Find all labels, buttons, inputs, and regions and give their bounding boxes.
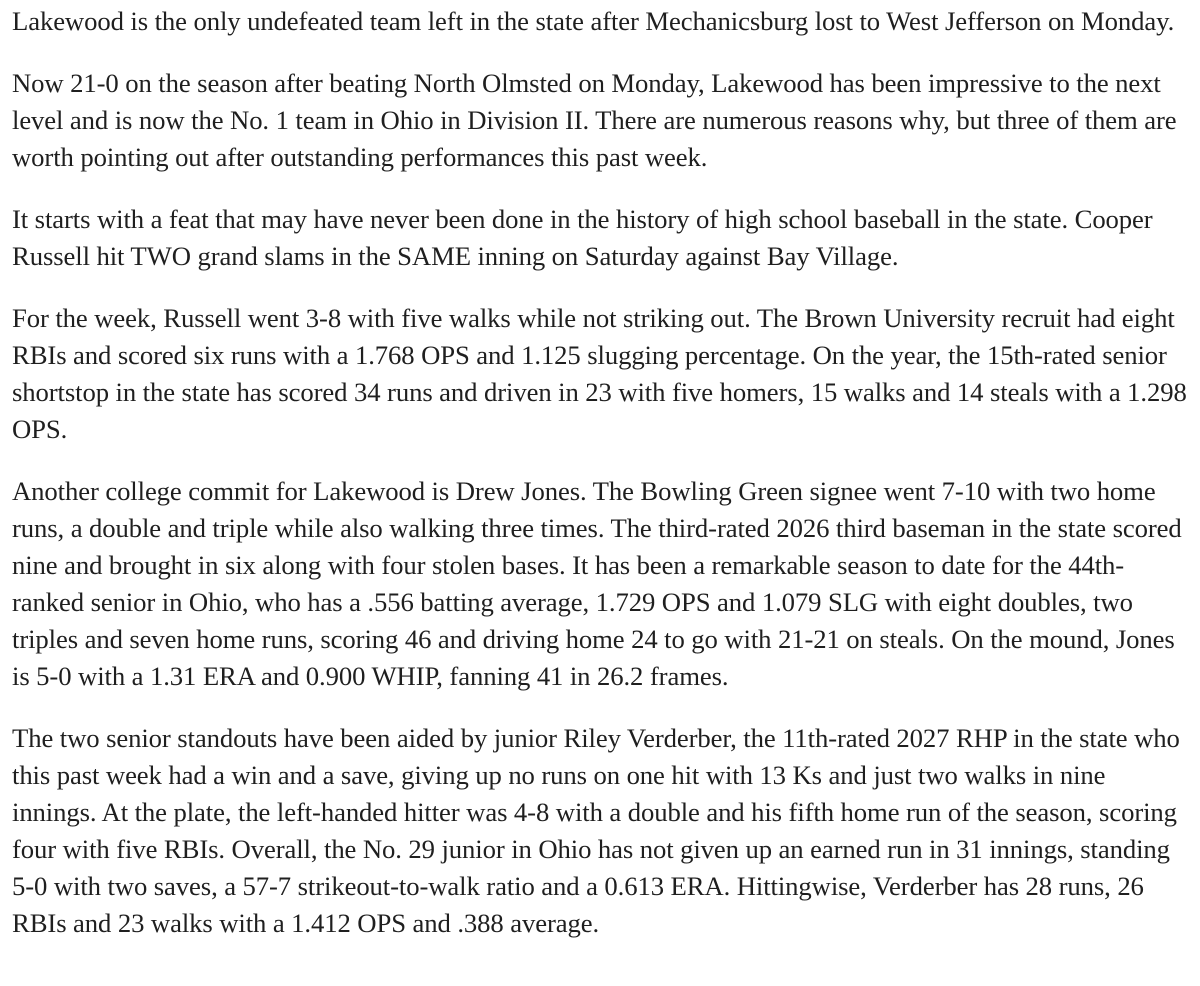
article-paragraph: Now 21-0 on the season after beating North Olmsted on Monday, Lakewood has been impressive to the next level and is now the No. 1 team in Ohio in Division II. There are numerous reasons why, but three of them are worth pointing out after outstanding performances this past week. (12, 68, 1177, 172)
article-paragraph: Another college commit for Lakewood is Drew Jones. The Bowling Green signee went 7-10 with two home runs, a double and triple while also walking three times. The third-rated 2026 third baseman in the state scored nine and brought in six along with four stolen bases. It has been a remarkable season to date for the 44th-ranked senior in Ohio, who has a .556 batting average, 1.729 OPS and 1.079 SLG with eight doubles, two triples and seven home runs, scoring 46 and driving home 24 to go with 21-21 on steals. On the mound, Jones is 5-0 with a 1.31 ERA and 0.900 WHIP, fanning 41 in 26.2 frames. (12, 476, 1182, 691)
article-paragraph: Lakewood is the only undefeated team left in the state after Mechanicsburg lost to West Jefferson on Monday. (12, 6, 1175, 36)
article-paragraph: It starts with a feat that may have never been done in the history of high school baseball in the state. Cooper Russell hit TWO grand slams in the SAME inning on Saturday against Bay Village. (12, 204, 1153, 271)
article-paragraph: The two senior standouts have been aided by junior Riley Verderber, the 11th-rated 2027 RHP in the state who this past week had a win and a save, giving up no runs on one hit with 13 Ks and just two walks in nine innings. At the plate, the left-handed hitter was 4-8 with a double and his fifth home run of the season, scoring four with five RBIs. Overall, the No. 29 junior in Ohio has not given up an earned run in 31 innings, standing 5-0 with two saves, a 57-7 strikeout-to-walk ratio and a 0.613 ERA. Hittingwise, Verderber has 28 runs, 26 RBIs and 23 walks with a 1.412 OPS and .388 average. (12, 723, 1180, 938)
article-paragraph: For the week, Russell went 3-8 with five walks while not striking out. The Brown University recruit had eight RBIs and scored six runs with a 1.768 OPS and 1.125 slugging percentage. On the year, the 15th-rated senior shortstop in the state has scored 34 runs and driven in 23 with five homers, 15 walks and 14 steals with a 1.298 OPS. (12, 303, 1187, 444)
